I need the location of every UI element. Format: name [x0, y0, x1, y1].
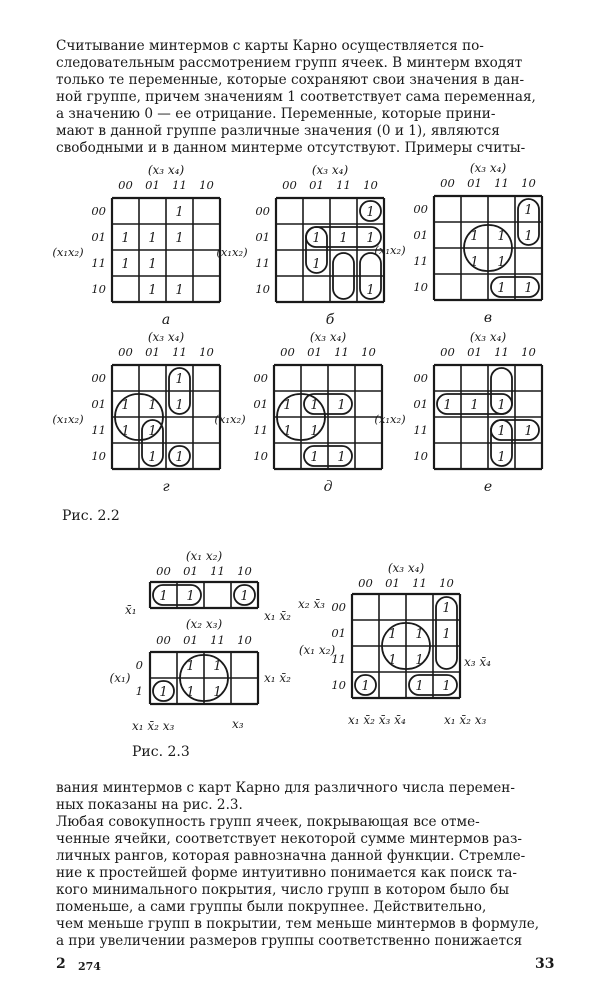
row-code: 00 [255, 204, 270, 218]
row-code: 10 [255, 282, 270, 296]
cell-one: 1 [497, 398, 506, 413]
row-code: 1 [135, 684, 143, 698]
row-code: 11 [91, 256, 106, 270]
row-variables: (x₁x₂) [52, 412, 84, 426]
column-variables: (x₃ x₄) [147, 330, 185, 344]
column-code: 00 [156, 633, 171, 647]
text-line: следовательным рассмотрением групп ячеек. В минтерм входят [56, 55, 523, 71]
column-code: 11 [172, 345, 187, 359]
column-code: 01 [145, 178, 160, 192]
cell-one: 1 [175, 231, 184, 246]
row-code: 01 [413, 397, 428, 411]
column-code: 01 [467, 176, 482, 190]
column-code: 11 [494, 176, 509, 190]
minterm-label: x₁ x̄₂ x₃ [132, 719, 175, 733]
cell-one: 1 [283, 424, 292, 439]
row-code: 11 [331, 652, 346, 666]
cell-one: 1 [442, 601, 451, 616]
column-variables: (x₃ x₄) [469, 161, 507, 175]
cell-one: 1 [497, 255, 506, 270]
text-line: ной группе, причем значениям 1 соответствует сама переменная, [56, 89, 536, 105]
cell-one: 1 [148, 283, 157, 298]
cell-one: 1 [497, 424, 506, 439]
row-code: 10 [91, 449, 106, 463]
column-code: 00 [358, 576, 373, 590]
cell-one: 1 [524, 203, 533, 218]
column-code: 10 [361, 345, 376, 359]
column-code: 00 [280, 345, 295, 359]
cell-one: 1 [470, 255, 479, 270]
column-code: 10 [439, 576, 454, 590]
cell-one: 1 [361, 679, 370, 694]
panel-label: б [325, 312, 335, 328]
row-code: 00 [91, 371, 106, 385]
column-code: 10 [363, 178, 378, 192]
cell-one: 1 [312, 257, 321, 272]
column-variables: (x₃ x₄) [469, 330, 507, 344]
cell-one: 1 [310, 398, 319, 413]
cell-one: 1 [524, 281, 533, 296]
text-line: Считывание минтермов с карты Карно осуществляется по- [56, 38, 484, 54]
row-code: 10 [413, 449, 428, 463]
column-variables: (x₂ x₃) [185, 617, 223, 631]
cell-one: 1 [524, 229, 533, 244]
column-code: 01 [307, 345, 322, 359]
row-code: 11 [413, 423, 428, 437]
cell-one: 1 [175, 398, 184, 413]
minterm-label: x₂ x̄₃ [298, 597, 325, 611]
row-code: 01 [255, 230, 270, 244]
row-code: 00 [413, 371, 428, 385]
minterm-label: x₁ x̄₂ [264, 609, 291, 623]
row-code: 10 [91, 282, 106, 296]
text-line: личных рангов, которая равнозначна данной функции. Стремле- [56, 848, 526, 864]
column-code: 01 [309, 178, 324, 192]
cell-one: 1 [240, 589, 249, 604]
row-code: 01 [413, 228, 428, 242]
cell-one: 1 [186, 659, 195, 674]
minterm-label: x₃ x̄₄ [464, 655, 491, 669]
column-code: 10 [521, 176, 536, 190]
column-code: 00 [282, 178, 297, 192]
cell-one: 1 [524, 424, 533, 439]
panel-label: а [161, 312, 171, 328]
minterm-label: x₁ x̄₂ x̄₃ x̄₄ [348, 713, 406, 727]
row-variables: (x₁x₂) [216, 245, 248, 259]
row-variables: (x₁ x₂) [298, 643, 336, 657]
text-line: ных показаны на рис. 2.3. [56, 797, 243, 813]
figure-2-2-caption: Рис. 2.2 [62, 508, 120, 524]
cell-one: 1 [175, 283, 184, 298]
text-line: а при увеличении размеров группы соответственно понижается [56, 933, 523, 949]
cell-one: 1 [121, 231, 130, 246]
row-code: 00 [253, 371, 268, 385]
row-code: 11 [255, 256, 270, 270]
cell-one: 1 [443, 398, 452, 413]
row-code: 11 [413, 254, 428, 268]
text-line: свободными и в данном минтерме отсутствуют. Примеры считы- [56, 140, 526, 156]
column-code: 00 [118, 345, 133, 359]
cell-one: 1 [415, 627, 424, 642]
signature-mark: 2 [56, 956, 66, 972]
row-code: 10 [331, 678, 346, 692]
cell-one: 1 [442, 679, 451, 694]
cell-one: 1 [213, 685, 222, 700]
row-code: 01 [331, 626, 346, 640]
column-code: 11 [172, 178, 187, 192]
column-code: 01 [467, 345, 482, 359]
cell-one: 1 [121, 424, 130, 439]
cell-one: 1 [470, 229, 479, 244]
row-code: 10 [413, 280, 428, 294]
row-variables: (x₁x₂) [374, 243, 406, 257]
column-code: 11 [412, 576, 427, 590]
cell-one: 1 [148, 231, 157, 246]
page-number: 33 [535, 956, 555, 972]
cell-one: 1 [497, 229, 506, 244]
column-variables: (x₁ x₂) [185, 549, 223, 563]
cell-one: 1 [388, 653, 397, 668]
cell-one: 1 [470, 398, 479, 413]
row-variables: (x₁) [109, 671, 131, 685]
column-code: 00 [156, 564, 171, 578]
cell-one: 1 [442, 627, 451, 642]
row-code: 11 [91, 423, 106, 437]
text-line: Любая совокупность групп ячеек, покрывающая все отме- [56, 814, 480, 830]
row-code: 00 [91, 204, 106, 218]
text-line: мают в данной группе различные значения (0 и 1), являются [56, 123, 500, 139]
panel-label: е [483, 479, 493, 495]
text-line: ние к простейшей форме интуитивно понимается как поиск та- [56, 865, 518, 881]
text-line: вания минтермов с карт Карно для различного числа перемен- [56, 780, 515, 796]
cell-one: 1 [497, 450, 506, 465]
cell-one: 1 [159, 685, 168, 700]
column-code: 00 [118, 178, 133, 192]
body-paragraph [56, 780, 554, 950]
column-code: 01 [183, 633, 198, 647]
minterm-label: x₃ [232, 717, 244, 731]
cell-one: 1 [366, 283, 375, 298]
column-code: 10 [237, 633, 252, 647]
column-code: 10 [237, 564, 252, 578]
column-variables: (x₃ x₄) [147, 163, 185, 177]
cell-one: 1 [497, 281, 506, 296]
column-code: 10 [199, 178, 214, 192]
column-code: 11 [336, 178, 351, 192]
minterm-label: x̄₁ [125, 603, 137, 617]
cell-one: 1 [148, 257, 157, 272]
cell-one: 1 [175, 450, 184, 465]
column-code: 10 [521, 345, 536, 359]
row-code: 00 [331, 600, 346, 614]
cell-one: 1 [337, 398, 346, 413]
minterm-label: x₁ x̄₂ [264, 671, 291, 685]
cell-one: 1 [312, 231, 321, 246]
cell-one: 1 [148, 424, 157, 439]
cell-one: 1 [186, 589, 195, 604]
cell-one: 1 [213, 659, 222, 674]
cell-one: 1 [148, 398, 157, 413]
row-variables: (x₁x₂) [52, 245, 84, 259]
column-variables: (x₃ x₄) [311, 163, 349, 177]
cell-one: 1 [186, 685, 195, 700]
cell-one: 1 [337, 450, 346, 465]
cell-one: 1 [175, 372, 184, 387]
cell-one: 1 [283, 398, 292, 413]
column-code: 00 [440, 176, 455, 190]
row-code: 0 [135, 658, 143, 672]
column-code: 11 [210, 564, 225, 578]
column-variables: (x₃ x₄) [387, 561, 425, 575]
row-variables: (x₁x₂) [374, 412, 406, 426]
cell-one: 1 [366, 231, 375, 246]
row-code: 10 [253, 449, 268, 463]
column-code: 00 [440, 345, 455, 359]
cell-one: 1 [310, 450, 319, 465]
column-variables: (x₃ x₄) [309, 330, 347, 344]
minterm-label: x₁ x̄₂ x₃ [444, 713, 487, 727]
cell-one: 1 [415, 653, 424, 668]
column-code: 11 [334, 345, 349, 359]
panel-label: д [323, 479, 333, 495]
cell-one: 1 [310, 424, 319, 439]
text-line: поменьше, а сами группы были покрупнее. Действительно, [56, 899, 487, 915]
text-line: чем меньше групп в покрытии, тем меньше минтермов в формуле, [56, 916, 540, 932]
panel-label: в [483, 310, 493, 326]
row-variables: (x₁x₂) [214, 412, 246, 426]
text-line: только те переменные, которые сохраняют свои значения в дан- [56, 72, 525, 88]
row-code: 01 [91, 397, 106, 411]
cell-one: 1 [121, 398, 130, 413]
column-code: 10 [199, 345, 214, 359]
row-code: 00 [413, 202, 428, 216]
text-line: а значению 0 — ее отрицание. Переменные, которые прини- [56, 106, 496, 122]
column-code: 01 [385, 576, 400, 590]
column-code: 11 [494, 345, 509, 359]
cell-one: 1 [415, 679, 424, 694]
print-number: 274 [78, 960, 101, 973]
panel-label: г [162, 479, 170, 495]
cell-one: 1 [339, 231, 348, 246]
row-code: 11 [253, 423, 268, 437]
cell-one: 1 [121, 257, 130, 272]
cell-one: 1 [148, 450, 157, 465]
cell-one: 1 [366, 205, 375, 220]
text-line: ченные ячейки, соответствует некоторой сумме минтермов раз- [56, 831, 522, 847]
row-code: 01 [253, 397, 268, 411]
cell-one: 1 [159, 589, 168, 604]
column-code: 01 [145, 345, 160, 359]
figure-2-3-caption: Рис. 2.3 [132, 744, 190, 760]
row-code: 01 [91, 230, 106, 244]
column-code: 11 [210, 633, 225, 647]
cell-one: 1 [388, 627, 397, 642]
text-line: кого минимального покрытия, число групп в котором было бы [56, 882, 510, 898]
cell-one: 1 [175, 205, 184, 220]
column-code: 01 [183, 564, 198, 578]
